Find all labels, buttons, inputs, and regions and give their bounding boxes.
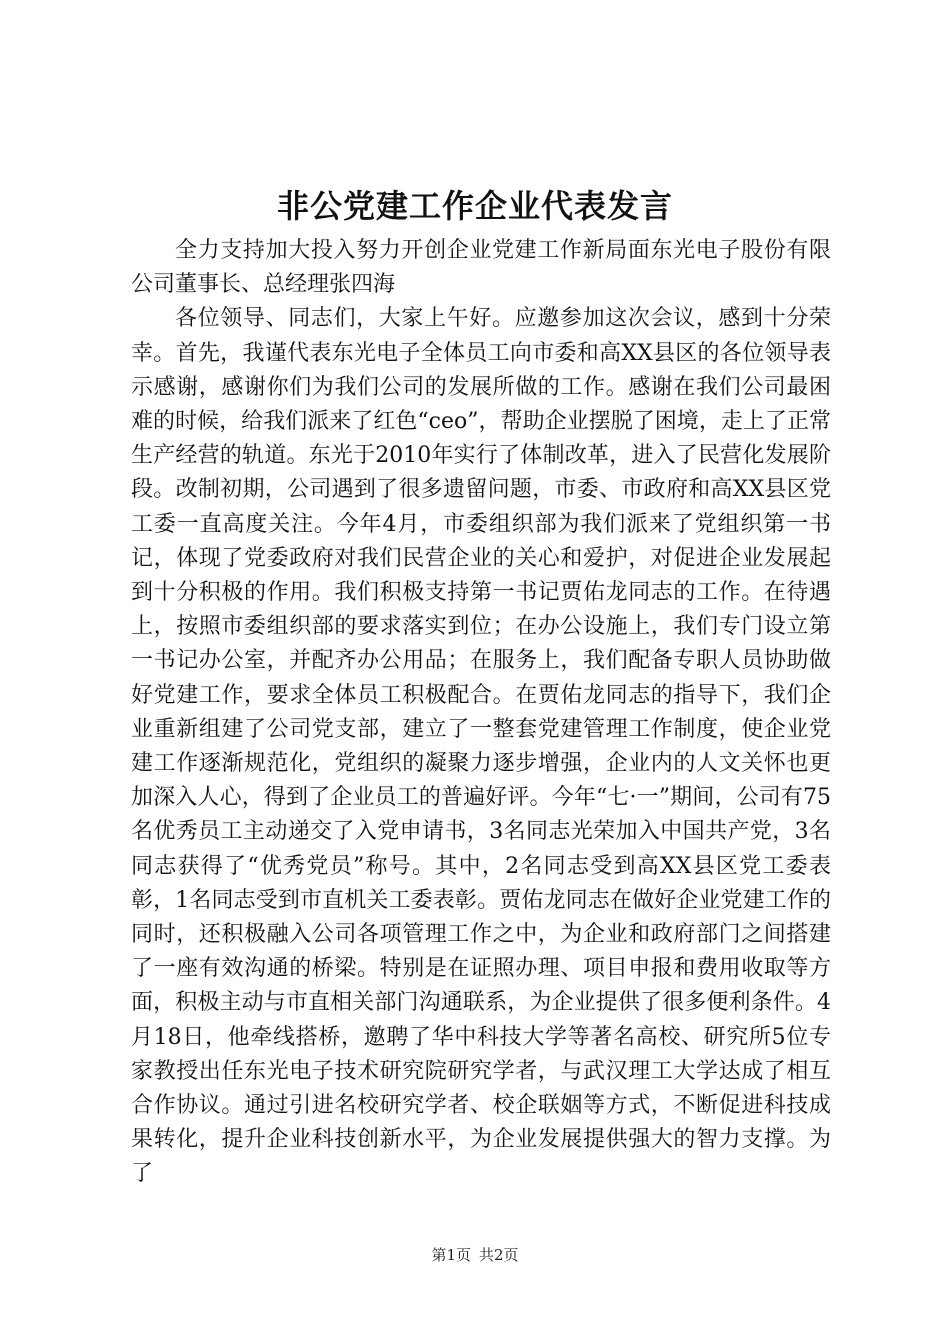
page-footer [0,1243,950,1267]
body-paragraph: 各位领导、同志们，大家上午好。应邀参加这次会议，感到十分荣幸。首先，我谨代表东光电子全体员工向市委和高XX县区的各位领导表示感谢，感谢你们为我们公司的发展所做的工作。感谢在我们公司最困难的时候，给我们派来了红色“ceo”，帮助企业摆脱了困境，走上了正常生产经营的轨道。东光于2010年实行了体制改革，进入了民营化发展阶段。改制初期，公司遇到了很多遗留问题，市委、市政府和高XX县区党工委一直高度关注。今年4月，市委组织部为我们派来了党组织第一书记，体现了党委政府对我们民营企业的关心和爱护，对促进企业发展起到十分积极的作用。我们积极支持第一书记贾佑龙同志的工作。在待遇上，按照市委组织部的要求落实到位；在办公设施上，我们专门设立第一书记办公室，并配齐办公用品；在服务上，我们配备专职人员协助做好党建工作，要求全体员工积极配合。在贾佑龙同志的指导下，我们企业重新组建了公司党支部，建立了一整套党建管理工作制度，使企业党建工作逐渐规范化，党组织的凝聚力逐步增强，企业内的人文关怀也更加深入人心，得到了企业员工的普遍好评。今年“七·一”期间，公司有75名优秀员工主动递交了入党申请书，3名同志光荣加入中国共产党，3名同志获得了“优秀党员”称号。其中，2名同志受到高XX县区党工委表彰，1名同志受到市直机关工委表彰。贾佑龙同志在做好企业党建工作的同时，还积极融入公司各项管理工作之中，为企业和政府部门之间搭建了一座有效沟通的桥梁。特别是在证照办理、项目申报和费用收取等方面，积极主动与市直相关部门沟通联系，为企业提供了很多便利条件。4月18日，他牵线搭桥，邀聘了华中科技大学等著名高校、研究所5位专家教授出任东光电子技术研究院研究学者，与武汉理工大学达成了相互合作协议。通过引进名校研究学者、校企联姻等方式，不断促进科技成果转化，提升企业科技创新水平，为企业发展提供强大的智力支撑。为了 [131,306,831,1187]
page-number-total: 共2页 [479,1246,519,1264]
document-title: 非公党建工作企业代表发言 [276,187,673,225]
page-number-current: 第1页 [431,1246,471,1264]
subtitle-paragraph: 全力支持加大投入努力开创企业党建工作新局面东光电子股份有限公司董事长、总经理张四海 [131,238,831,298]
document-body [131,234,831,1192]
